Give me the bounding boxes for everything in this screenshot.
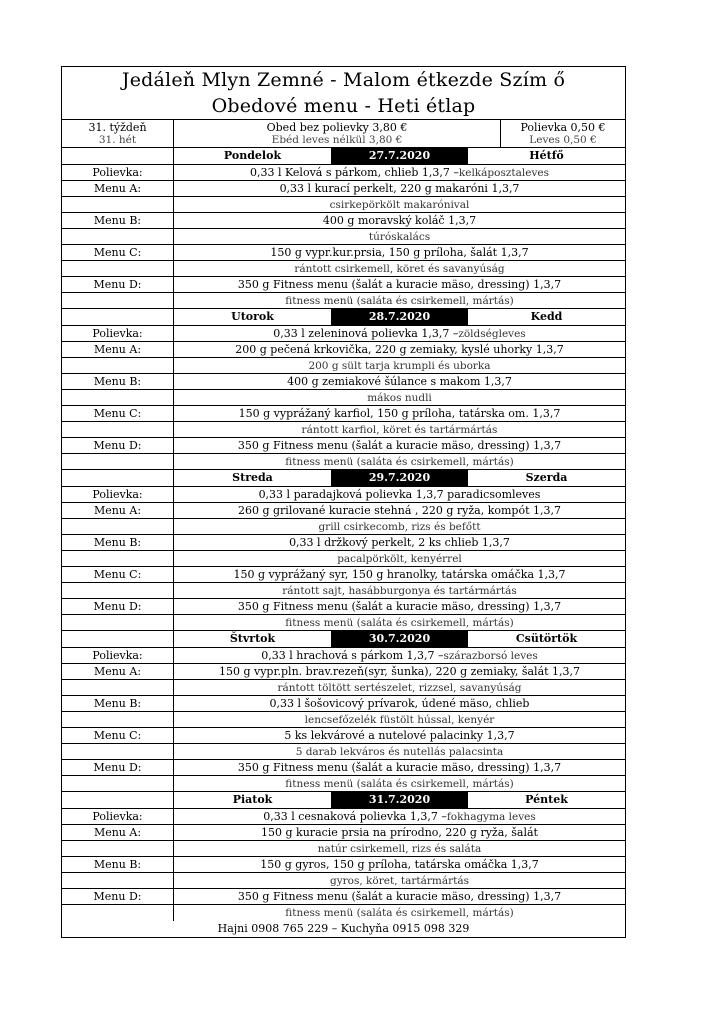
row-main — [174, 809, 625, 824]
dish-main: 0,33 l šošovicový prívarok, údené mäso, chlieb — [269, 696, 530, 710]
dish-translation: túróskalács — [368, 230, 431, 243]
row-label-blank — [62, 519, 174, 534]
menu-row — [62, 599, 625, 615]
menu-sub-row — [62, 229, 625, 245]
menu-sub-row — [62, 358, 625, 374]
row-label: Menu C: — [62, 728, 174, 743]
menu-sheet — [61, 66, 626, 938]
dish-main: 5 ks lekvárové a nutelové palacinky 1,3,7 — [284, 728, 515, 742]
dish-translation: csirkepörkölt makarónival — [329, 198, 470, 211]
row-label: Polievka: — [62, 487, 174, 502]
dish-translation: natúr csirkemell, rizs és saláta — [317, 842, 482, 855]
menu-row — [62, 664, 625, 680]
row-label: Menu A: — [62, 664, 174, 679]
menu-sub-row — [62, 261, 625, 277]
row-label: Menu B: — [62, 213, 174, 228]
footer-row — [62, 921, 625, 937]
price-main-sk: Obed bez polievky 3,80 € — [266, 120, 408, 134]
row-label-blank — [62, 551, 174, 566]
day-name-sk: Štvrtok — [174, 631, 332, 647]
dish-translation: fitness menü (saláta és csirkemell, mártás) — [285, 907, 514, 919]
menu-row — [62, 760, 625, 776]
row-label: Polievka: — [62, 326, 174, 341]
menu-row — [62, 535, 625, 551]
days-container — [62, 148, 625, 921]
row-main — [174, 889, 625, 904]
menu-row — [62, 213, 625, 229]
day-date: 30.7.2020 — [332, 631, 468, 647]
dish-main: 150 g vypr.kur.prsia, 150 g príloha, šalát 1,3,7 — [270, 245, 529, 259]
day-name-sk: Utorok — [174, 309, 332, 325]
day-name-hu: Péntek — [525, 793, 568, 806]
dish-translation: lencsefőzelék füstölt hússal, kenyér — [304, 713, 495, 726]
dish-translation: fitness menü (saláta és csirkemell, mártás) — [285, 294, 514, 307]
menu-row — [62, 374, 625, 390]
day-header-blank — [62, 631, 174, 647]
day-header-blank — [62, 792, 174, 808]
row-label-blank — [62, 454, 174, 469]
day-date: 27.7.2020 — [332, 148, 468, 164]
dish-main: 150 g vypr.pln. brav.rezeň(syr, šunka), 220 g zemiaky, šalát 1,3,7 — [218, 664, 581, 678]
dish-translation: pacalpörkölt, kenyérrel — [337, 552, 462, 565]
row-label-blank — [62, 422, 174, 437]
menu-sub-row — [62, 293, 625, 309]
row-main — [174, 342, 625, 357]
day-name-hu: Hétfő — [529, 149, 564, 162]
row-label: Menu B: — [62, 374, 174, 389]
soup-row — [62, 648, 625, 664]
dish-main: 0,33 l zeleninová polievka 1,3,7 – — [273, 326, 459, 340]
dish-translation: gyros, köret, tartármártás — [330, 874, 469, 887]
row-main — [174, 165, 625, 180]
row-main — [174, 664, 625, 679]
price-main-cell — [174, 120, 501, 147]
dish-extra: kelkáposztaleves — [458, 166, 549, 179]
row-main — [174, 567, 625, 582]
dish-extra: fokhagyma leves — [446, 810, 536, 823]
menu-row — [62, 245, 625, 261]
dish-main: 400 g moravský koláč 1,3,7 — [322, 213, 477, 227]
row-main — [174, 406, 625, 421]
menu-sub-row — [62, 776, 625, 792]
menu-row — [62, 857, 625, 873]
dish-translation: 200 g sült tarja krumpli és uborka — [308, 359, 491, 372]
row-main — [174, 760, 625, 775]
dish-main: 0,33 l cesnaková polievka 1,3,7 – — [263, 809, 447, 823]
menu-sub-row — [62, 712, 625, 728]
row-main — [174, 696, 625, 711]
menu-row — [62, 728, 625, 744]
menu-sub-row — [62, 744, 625, 760]
row-label-blank — [62, 873, 174, 888]
menu-row — [62, 825, 625, 841]
dish-main: 200 g pečená krkovička, 220 g zemiaky, kyslé uhorky 1,3,7 — [235, 342, 564, 356]
row-label: Menu B: — [62, 696, 174, 711]
menu-row — [62, 696, 625, 712]
dish-translation: rántott csirkemell, köret és savanyúság — [294, 262, 505, 275]
menu-sub-row — [62, 615, 625, 631]
row-main — [174, 728, 625, 743]
dish-main: 0,33 l paradajková polievka 1,3,7 paradicsomleves — [258, 487, 541, 501]
row-label-blank — [62, 293, 174, 308]
dish-main: 350 g Fitness menu (šalát a kuracie mäso, dressing) 1,3,7 — [237, 599, 562, 613]
row-label: Menu A: — [62, 825, 174, 840]
menu-sub-row — [62, 519, 625, 535]
day-header-blank — [62, 148, 174, 164]
row-main — [174, 825, 625, 840]
week-sk: 31. týždeň — [88, 120, 147, 134]
row-label-blank — [62, 229, 174, 244]
row-main — [174, 857, 625, 872]
dish-main: 400 g zemiakové šúlance s makom 1,3,7 — [287, 374, 512, 388]
day-name-hu: Csütörtök — [515, 632, 578, 645]
row-label: Polievka: — [62, 648, 174, 663]
footer-contacts: Hajni 0908 765 229 – Kuchyňa 0915 098 329 — [217, 922, 470, 935]
dish-translation: fitness menü (saláta és csirkemell, mártás) — [285, 616, 514, 629]
menu-row — [62, 277, 625, 293]
price-soup-cell — [501, 120, 625, 147]
row-main — [174, 503, 625, 518]
soup-row — [62, 809, 625, 825]
row-main — [174, 277, 625, 292]
menu-row — [62, 406, 625, 422]
menu-row — [62, 181, 625, 197]
row-main — [174, 181, 625, 196]
day-date: 31.7.2020 — [332, 792, 468, 808]
row-label: Menu D: — [62, 599, 174, 614]
week-cell — [62, 120, 174, 147]
dish-extra: szárazborsó leves — [443, 649, 538, 662]
day-date: 29.7.2020 — [332, 470, 468, 486]
dish-main: 260 g grilované kuracie stehná , 220 g ryža, kompót 1,3,7 — [237, 503, 562, 517]
row-label: Menu D: — [62, 760, 174, 775]
row-main — [174, 326, 625, 341]
day-header-blank — [62, 470, 174, 486]
row-label: Menu C: — [62, 245, 174, 260]
soup-row — [62, 487, 625, 503]
row-label-blank — [62, 197, 174, 212]
dish-translation: 5 darab lekváros és nutellás palacsinta — [295, 745, 504, 758]
menu-row — [62, 567, 625, 583]
soup-row — [62, 326, 625, 342]
row-main — [174, 213, 625, 228]
price-soup-sk: Polievka 0,50 € — [520, 120, 606, 134]
title-line-2: Obedové menu - Heti étlap — [62, 93, 625, 120]
row-label-blank — [62, 905, 174, 921]
title-line-1: Jedáleň Mlyn Zemné - Malom étkezde Szím ő — [121, 69, 566, 91]
row-label: Menu B: — [62, 535, 174, 550]
menu-sub-row — [62, 583, 625, 599]
row-label: Menu C: — [62, 567, 174, 582]
price-main-hu: Ebéd leves nélkül 3,80 € — [271, 133, 403, 146]
row-label: Polievka: — [62, 165, 174, 180]
row-main — [174, 599, 625, 614]
row-label: Menu D: — [62, 889, 174, 904]
day-name-sk: Streda — [174, 470, 332, 486]
row-label: Menu A: — [62, 503, 174, 518]
menu-row — [62, 342, 625, 358]
day-header-blank — [62, 309, 174, 325]
row-label: Menu D: — [62, 277, 174, 292]
row-label-blank — [62, 358, 174, 373]
row-label-blank — [62, 841, 174, 856]
row-main — [174, 374, 625, 389]
dish-main: 350 g Fitness menu (šalát a kuracie mäso, dressing) 1,3,7 — [237, 438, 562, 452]
row-main — [174, 245, 625, 260]
day-header-row — [62, 470, 625, 487]
day-name-hu: Kedd — [530, 310, 563, 323]
dish-main: 150 g vyprážaný karfiol, 150 g príloha, tatárska om. 1,3,7 — [238, 406, 561, 420]
row-main — [174, 487, 625, 502]
row-label-blank — [62, 583, 174, 598]
row-label-blank — [62, 680, 174, 695]
row-label-blank — [62, 615, 174, 630]
day-header-row — [62, 792, 625, 809]
day-name-sk: Piatok — [174, 792, 332, 808]
dish-translation: fitness menü (saláta és csirkemell, mártás) — [285, 455, 514, 468]
row-label-blank — [62, 744, 174, 759]
day-header-row — [62, 631, 625, 648]
menu-sub-row — [62, 454, 625, 470]
menu-sub-row — [62, 422, 625, 438]
dish-translation: rántott töltött sertészelet, rizzsel, savanyúság — [277, 681, 522, 694]
row-label: Menu C: — [62, 406, 174, 421]
row-main — [174, 535, 625, 550]
dish-translation: fitness menü (saláta és csirkemell, mártás) — [285, 777, 514, 790]
header-row — [62, 120, 625, 148]
dish-main: 150 g vyprážaný syr, 150 g hranolky, tatárska omáčka 1,3,7 — [233, 567, 566, 581]
row-main — [174, 648, 625, 663]
dish-translation: mákos nudli — [367, 391, 432, 404]
day-header-row — [62, 148, 625, 165]
dish-main: 0,33 l Kelová s párkom, chlieb 1,3,7 – — [250, 165, 459, 179]
row-label-blank — [62, 261, 174, 276]
menu-sub-row — [62, 873, 625, 889]
menu-row — [62, 438, 625, 454]
row-label-blank — [62, 776, 174, 791]
dish-translation: grill csirkecomb, rizs és befőtt — [318, 520, 481, 533]
menu-row — [62, 503, 625, 519]
menu-sub-row — [62, 905, 625, 921]
menu-row — [62, 889, 625, 905]
menu-sub-row — [62, 197, 625, 213]
dish-main: 0,33 l hrachová s párkom 1,3,7 – — [261, 648, 444, 662]
day-name-hu: Szerda — [525, 471, 568, 484]
menu-sub-row — [62, 390, 625, 406]
dish-main: 350 g Fitness menu (šalát a kuracie mäso, dressing) 1,3,7 — [237, 889, 562, 903]
row-label: Polievka: — [62, 809, 174, 824]
day-date: 28.7.2020 — [332, 309, 468, 325]
day-header-row — [62, 309, 625, 326]
dish-main: 0,33 l kurací perkelt, 220 g makaróni 1,3,7 — [279, 181, 520, 195]
week-hu: 31. hét — [98, 133, 137, 146]
dish-extra: zöldségleves — [458, 327, 526, 340]
row-label-blank — [62, 712, 174, 727]
dish-main: 0,33 l držkový perkelt, 2 ks chlieb 1,3,7 — [289, 535, 510, 549]
menu-sub-row — [62, 841, 625, 857]
dish-main: 350 g Fitness menu (šalát a kuracie mäso, dressing) 1,3,7 — [237, 277, 562, 291]
row-label-blank — [62, 390, 174, 405]
row-label: Menu A: — [62, 342, 174, 357]
price-soup-hu: Leves 0,50 € — [529, 133, 597, 146]
menu-sub-row — [62, 551, 625, 567]
row-label: Menu D: — [62, 438, 174, 453]
dish-main: 150 g kuracie prsia na prírodno, 220 g ryža, šalát — [261, 825, 538, 839]
dish-translation: rántott karfiol, köret és tartármártás — [301, 423, 498, 436]
row-label: Menu A: — [62, 181, 174, 196]
dish-translation: rántott sajt, hasábburgonya és tartármártás — [282, 584, 517, 597]
dish-main: 150 g gyros, 150 g príloha, tatárska omáčka 1,3,7 — [260, 857, 539, 871]
menu-sub-row — [62, 680, 625, 696]
soup-row — [62, 165, 625, 181]
dish-main: 350 g Fitness menu (šalát a kuracie mäso, dressing) 1,3,7 — [237, 760, 562, 774]
row-label: Menu B: — [62, 857, 174, 872]
day-name-sk: Pondelok — [174, 148, 332, 164]
row-main — [174, 438, 625, 453]
